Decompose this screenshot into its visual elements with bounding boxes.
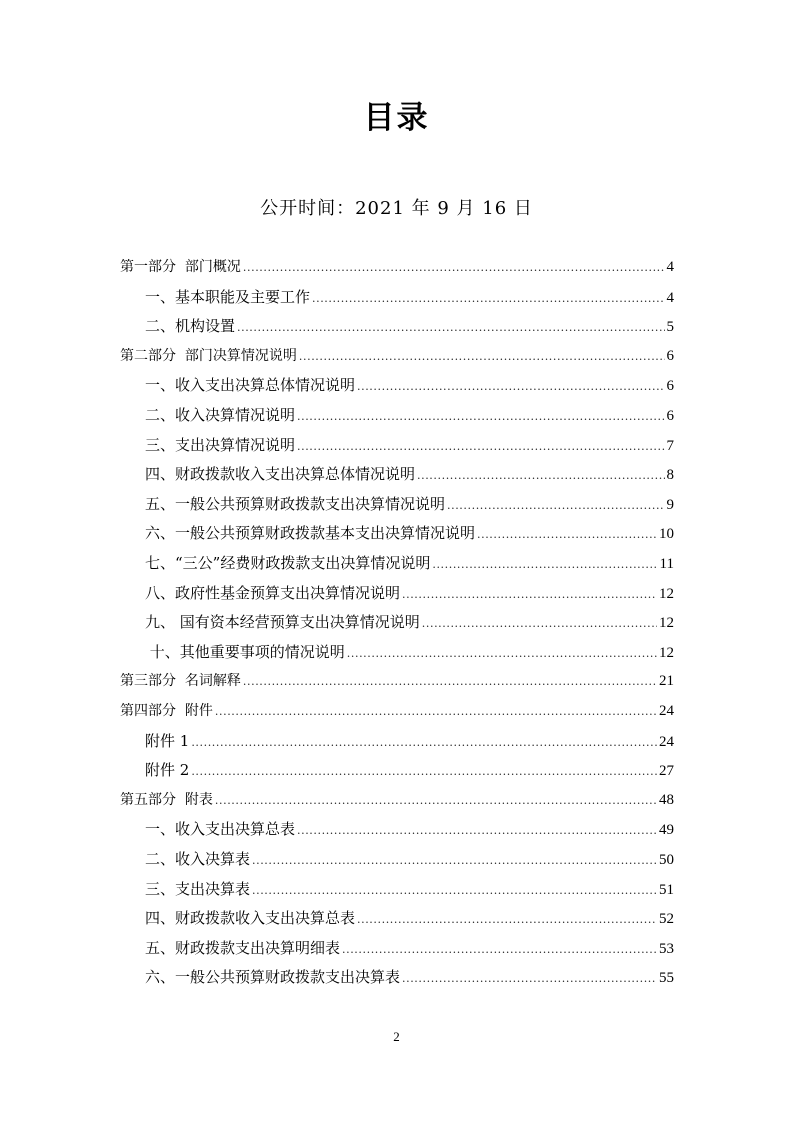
toc-entry-page: 27: [659, 763, 674, 780]
toc-entry-label: 七、“三公”经费财政拨款支出决算情况说明: [145, 554, 431, 572]
toc-entry[interactable]: [145, 848, 674, 870]
toc-entry-label: 第五部分 附表: [120, 791, 213, 808]
toc-dot-leader: [252, 880, 657, 902]
toc-entry-page: 6: [666, 347, 674, 364]
toc-dot-leader: [402, 968, 657, 990]
toc-entry-page: 12: [659, 615, 674, 632]
toc-dot-leader: [237, 317, 664, 339]
toc-entry-page: 10: [659, 526, 674, 543]
toc-entry[interactable]: [145, 818, 674, 840]
toc-entry-label: 附件 1: [145, 731, 190, 750]
toc-entry-label: 六、一般公共预算财政拨款基本支出决算情况说明: [145, 524, 476, 543]
toc-entry-page: 55: [659, 970, 674, 987]
toc-entry-label: 五、一般公共预算财政拨款支出决算情况说明: [145, 494, 446, 513]
toc-entry-page: 4: [666, 289, 674, 306]
page-number: 2: [393, 1029, 400, 1044]
toc-entry-label: 二、机构设置: [145, 317, 236, 336]
toc-entry-page: 4: [666, 259, 674, 275]
toc-entry-page: 11: [659, 556, 674, 572]
toc-entry-page: 9: [666, 496, 674, 513]
toc-entry-page: 5: [666, 319, 674, 336]
toc-entry-label: 八、政府性基金预算支出决算情况说明: [145, 583, 401, 602]
toc-entry-label: 十、其他重要事项的情况说明: [145, 642, 345, 661]
toc-entry[interactable]: [145, 286, 674, 308]
toc-entry[interactable]: [145, 493, 674, 515]
toc-entry-label: 六、一般公共预算财政拨款支出决算表: [145, 968, 401, 987]
toc-dot-leader: [243, 671, 657, 693]
toc-entry-page: 21: [659, 673, 674, 690]
toc-dot-leader: [432, 554, 657, 576]
toc-dot-leader: [357, 909, 657, 931]
toc-entry-label: 三、支出决算情况说明: [145, 435, 296, 454]
toc-entry[interactable]: [120, 700, 674, 722]
toc-entry-label: 第一部分 部门概况: [120, 259, 241, 275]
toc-entry-page: 50: [659, 852, 674, 868]
toc-entry[interactable]: [145, 730, 674, 752]
toc-entry[interactable]: [120, 789, 674, 811]
toc-dot-leader: [422, 613, 657, 635]
toc-entry-page: 6: [666, 378, 674, 395]
toc-entry-label: 一、基本职能及主要工作: [145, 287, 311, 306]
toc-entry-page: 12: [659, 585, 674, 602]
toc-dot-leader: [297, 406, 664, 428]
toc-dot-leader: [191, 732, 657, 754]
toc-entry[interactable]: [120, 670, 674, 692]
toc-dot-leader: [477, 524, 657, 546]
toc-entry-label: 四、财政拨款收入支出决算总体情况说明: [145, 465, 416, 484]
toc-entry-page: 6: [666, 408, 674, 424]
toc-dot-leader: [312, 288, 664, 310]
toc-entry[interactable]: [145, 878, 674, 900]
toc-entry[interactable]: [120, 256, 674, 278]
toc-dot-leader: [417, 465, 664, 487]
toc-entry-label: 第四部分 附件: [120, 703, 213, 719]
toc-entry[interactable]: [145, 582, 674, 604]
toc-entry[interactable]: [120, 345, 674, 367]
toc-entry-label: 三、支出决算表: [145, 879, 251, 898]
toc-entry-label: 四、财政拨款收入支出决算总表: [145, 909, 356, 928]
toc-dot-leader: [297, 436, 664, 458]
toc-entry-label: 二、收入决算表: [145, 850, 251, 868]
toc-entry-label: 附件 2: [145, 761, 190, 780]
toc-entry[interactable]: [145, 907, 674, 929]
toc-dot-leader: [299, 346, 665, 368]
toc-entry[interactable]: [145, 374, 674, 396]
toc-dot-leader: [215, 790, 657, 812]
toc-dot-leader: [357, 376, 664, 398]
toc-entry-page: 8: [666, 467, 674, 484]
toc-entry[interactable]: [145, 759, 674, 781]
toc-dot-leader: [297, 820, 657, 842]
toc-entry-page: 24: [659, 733, 674, 750]
toc-entry-page: 48: [659, 791, 674, 808]
publish-date: 公开时间：2021 年 9 月 16 日: [260, 198, 533, 219]
toc-dot-leader: [347, 643, 657, 665]
toc-entry[interactable]: [145, 315, 674, 337]
toc-entry[interactable]: [145, 641, 674, 663]
toc-dot-leader: [402, 584, 657, 606]
toc-dot-leader: [252, 850, 657, 872]
toc-dot-leader: [191, 761, 657, 783]
toc-entry[interactable]: [145, 522, 674, 544]
toc-entry-page: 12: [659, 644, 674, 661]
toc-entry-page: 51: [659, 881, 674, 898]
toc-entry-label: 第二部分 部门决算情况说明: [120, 347, 297, 364]
toc-dot-leader: [342, 939, 657, 961]
toc-entry-label: 五、财政拨款支出决算明细表: [145, 938, 341, 957]
toc-entry[interactable]: [145, 966, 674, 988]
toc-dot-leader: [243, 257, 665, 279]
toc-entry-page: 53: [659, 940, 674, 957]
toc-entry[interactable]: [145, 937, 674, 959]
toc-entry[interactable]: [145, 552, 674, 574]
toc-entry-label: 第三部分 名词解释: [120, 673, 241, 690]
toc-dot-leader: [215, 701, 657, 723]
toc-entry-label: 二、收入决算情况说明: [145, 406, 296, 424]
toc-entry[interactable]: [145, 434, 674, 456]
page-title: 目录: [363, 100, 430, 136]
toc-entry-label: 一、收入支出决算总体情况说明: [145, 376, 356, 395]
toc-entry-label: 一、收入支出决算总表: [145, 820, 296, 839]
toc-entry[interactable]: [145, 611, 674, 633]
toc-entry-page: 24: [659, 703, 674, 719]
toc-dot-leader: [447, 495, 664, 517]
toc-entry-page: 49: [659, 822, 674, 839]
toc-entry[interactable]: [145, 404, 674, 426]
toc-entry-label: 九、 国有资本经营预算支出决算情况说明: [145, 613, 420, 632]
toc-entry[interactable]: [145, 463, 674, 485]
toc-entry-page: 7: [666, 437, 674, 454]
toc-entry-page: 52: [659, 911, 674, 928]
